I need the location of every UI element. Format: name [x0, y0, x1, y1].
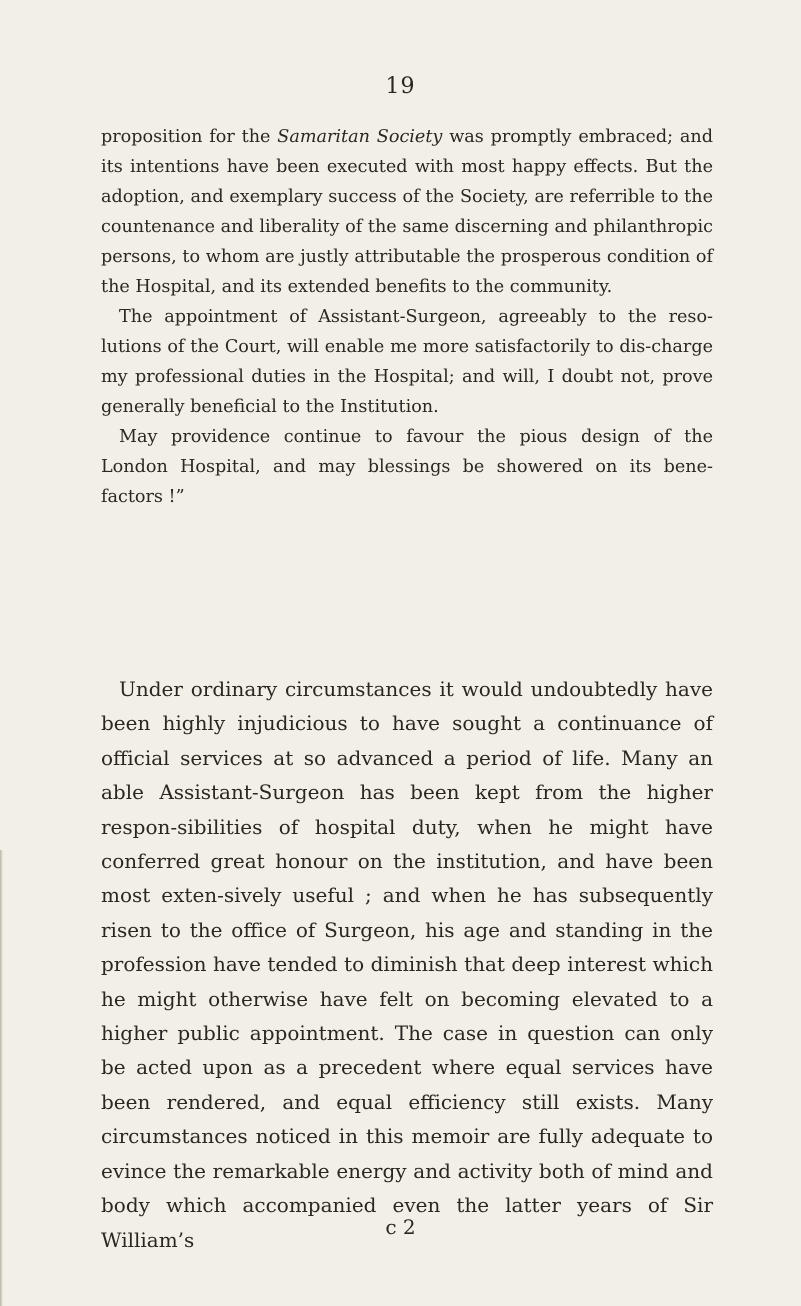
main-text [101, 672, 713, 1257]
society-name: Samaritan Society [277, 127, 443, 147]
quote-paragraph-1 [101, 122, 713, 302]
signature-mark: c 2 [385, 1215, 416, 1239]
quote-text-rest: was promptly embraced; and its intentions have been executed with most happy effects. But the adoption, and exemplary success of the Society, are referrible to the countenance and liberality of the same discerning and philanthropic persons, to whom are justly attributable the prosperous condition of the Hospital, and its extended benefits to the community. [101, 127, 713, 297]
quote-paragraph-3: May providence continue to favour the pious design of the London Hospital, and may blessings be showered on its bene-factors !” [101, 427, 713, 507]
quote-paragraph-2: The appointment of Assistant-Surgeon, agreeably to the reso-lutions of the Court, will enable me more satisfactorily to dis-charge my professional duties in the Hospital; and will, I doubt not, prove generally beneficial to the Institution. [101, 307, 713, 417]
quote-text-start: proposition for the [101, 127, 278, 147]
page-number: 19 [385, 74, 416, 99]
body-paragraph-1: Under ordinary circumstances it would undoubtedly have been highly injudicious to have sought a continuance of official services at so advanced a period of life. Many an able Assistant-Surgeon has been kept from the higher respon-sibilities of hospital duty, when he might have conferred great honour on the institution, and have been most exten-sively useful ; and when he has subsequently risen to the office of Surgeon, his age and standing in the profession have tended to diminish that deep interest which he might otherwise have felt on becoming elevated to a higher public appointment. The case in question can only be acted upon as a precedent where equal services have been rendered, and equal efficiency still exists. Many circumstances noticed in this memoir are fully adequate to evince the remarkable energy and activity both of mind and body which accompanied even the latter years of Sir William’s [101, 677, 713, 1252]
quoted-letter [101, 122, 713, 512]
page-edge-shadow [0, 850, 3, 1306]
